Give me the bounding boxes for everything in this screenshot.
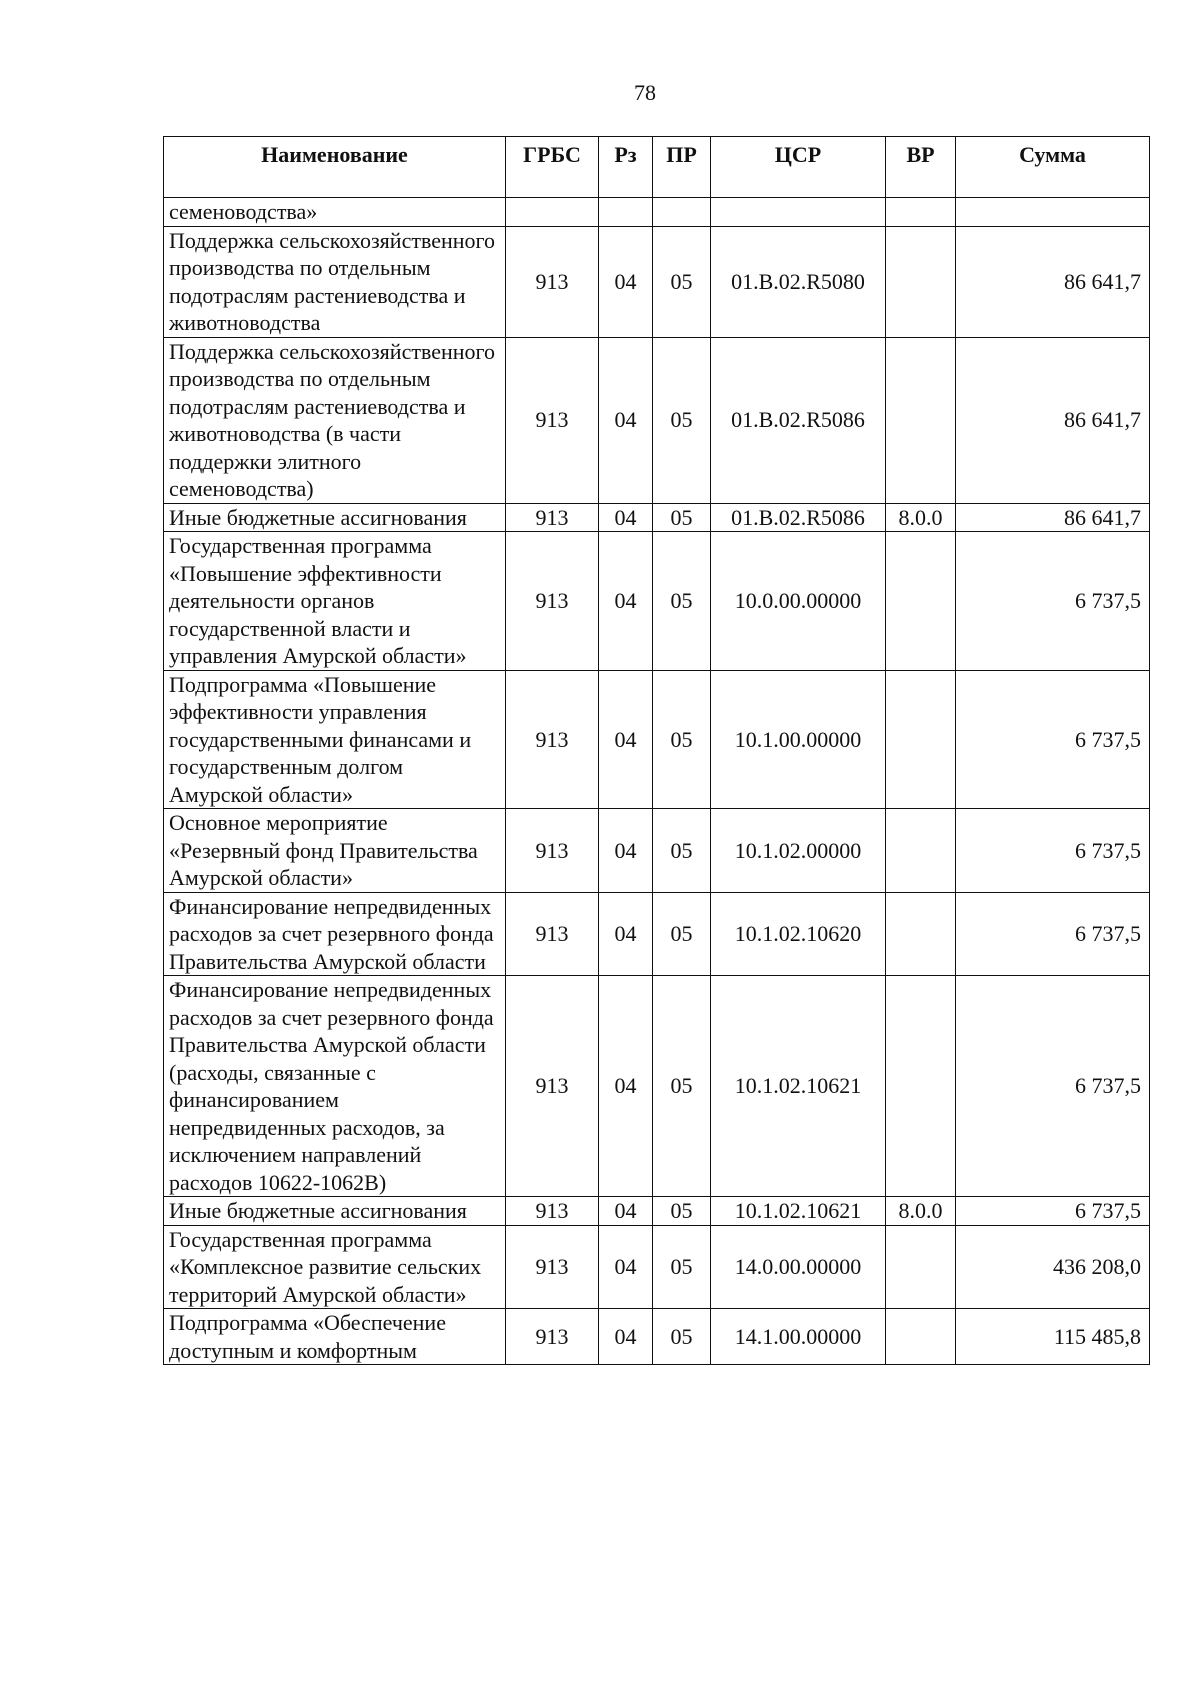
cell-sum: 86 641,7 (956, 503, 1150, 532)
table-row (164, 532, 1150, 671)
cell-rz: 04 (599, 337, 653, 503)
cell-csr: 01.В.02.R5086 (711, 503, 886, 532)
cell-grbs: 913 (506, 892, 599, 976)
cell-vr (886, 532, 956, 671)
cell-grbs: 913 (506, 226, 599, 337)
cell-csr (711, 198, 886, 227)
budget-table (163, 136, 1150, 1365)
cell-pr: 05 (653, 670, 711, 809)
cell-pr: 05 (653, 976, 711, 1197)
cell-name: семеноводства» (164, 198, 506, 227)
cell-csr: 10.1.02.10621 (711, 1197, 886, 1226)
cell-grbs (506, 198, 599, 227)
table-row (164, 198, 1150, 227)
cell-csr: 10.0.00.00000 (711, 532, 886, 671)
cell-rz: 04 (599, 976, 653, 1197)
cell-grbs: 913 (506, 532, 599, 671)
header-rz: Рз (599, 137, 653, 198)
cell-rz (599, 198, 653, 227)
cell-pr: 05 (653, 503, 711, 532)
cell-grbs: 913 (506, 1225, 599, 1309)
cell-rz: 04 (599, 892, 653, 976)
cell-name: Государственная программа «Комплексное развитие сельских территорий Амурской области» (164, 1225, 506, 1309)
cell-csr: 01.В.02.R5086 (711, 337, 886, 503)
cell-name: Государственная программа «Повышение эффективности деятельности органов государственной власти и управления Амурской области» (164, 532, 506, 671)
cell-pr (653, 198, 711, 227)
cell-grbs: 913 (506, 976, 599, 1197)
cell-pr: 05 (653, 1309, 711, 1365)
cell-rz: 04 (599, 809, 653, 893)
cell-name: Финансирование непредвиденных расходов за счет резервного фонда Правительства Амурской области (164, 892, 506, 976)
cell-pr: 05 (653, 809, 711, 893)
cell-csr: 10.1.02.00000 (711, 809, 886, 893)
table-row (164, 503, 1150, 532)
cell-pr: 05 (653, 532, 711, 671)
cell-sum: 6 737,5 (956, 892, 1150, 976)
table-row (164, 337, 1150, 503)
cell-grbs: 913 (506, 809, 599, 893)
cell-name: Подпрограмма «Повышение эффективности управления государственными финансами и государственным долгом Амурской области» (164, 670, 506, 809)
cell-grbs: 913 (506, 503, 599, 532)
cell-rz: 04 (599, 532, 653, 671)
cell-rz: 04 (599, 670, 653, 809)
table-row (164, 809, 1150, 893)
cell-grbs: 913 (506, 337, 599, 503)
header-pr: ПР (653, 137, 711, 198)
cell-pr: 05 (653, 1225, 711, 1309)
cell-grbs: 913 (506, 670, 599, 809)
cell-rz: 04 (599, 1309, 653, 1365)
cell-sum: 6 737,5 (956, 809, 1150, 893)
cell-vr (886, 1309, 956, 1365)
cell-vr (886, 1225, 956, 1309)
header-name: Наименование (164, 137, 506, 198)
cell-sum: 6 737,5 (956, 1197, 1150, 1226)
cell-grbs: 913 (506, 1197, 599, 1226)
table-row (164, 976, 1150, 1197)
cell-rz: 04 (599, 1225, 653, 1309)
header-grbs: ГРБС (506, 137, 599, 198)
cell-name: Основное мероприятие «Резервный фонд Правительства Амурской области» (164, 809, 506, 893)
cell-sum: 6 737,5 (956, 976, 1150, 1197)
cell-pr: 05 (653, 1197, 711, 1226)
cell-csr: 14.0.00.00000 (711, 1225, 886, 1309)
cell-sum: 86 641,7 (956, 226, 1150, 337)
cell-csr: 10.1.02.10621 (711, 976, 886, 1197)
cell-name: Иные бюджетные ассигнования (164, 1197, 506, 1226)
cell-vr (886, 198, 956, 227)
table-row (164, 226, 1150, 337)
cell-name: Подпрограмма «Обеспечение доступным и комфортным (164, 1309, 506, 1365)
cell-sum: 115 485,8 (956, 1309, 1150, 1365)
cell-csr: 14.1.00.00000 (711, 1309, 886, 1365)
cell-vr (886, 670, 956, 809)
cell-vr (886, 976, 956, 1197)
table-row (164, 1197, 1150, 1226)
cell-name: Иные бюджетные ассигнования (164, 503, 506, 532)
page-number: 78 (634, 80, 656, 105)
table-row (164, 670, 1150, 809)
cell-sum (956, 198, 1150, 227)
cell-pr: 05 (653, 337, 711, 503)
cell-sum: 6 737,5 (956, 532, 1150, 671)
cell-csr: 10.1.00.00000 (711, 670, 886, 809)
cell-sum: 436 208,0 (956, 1225, 1150, 1309)
header-vr: ВР (886, 137, 956, 198)
cell-sum: 86 641,7 (956, 337, 1150, 503)
cell-rz: 04 (599, 1197, 653, 1226)
cell-grbs: 913 (506, 1309, 599, 1365)
cell-csr: 01.В.02.R5080 (711, 226, 886, 337)
cell-vr (886, 226, 956, 337)
cell-name: Поддержка сельскохозяйственного производства по отдельным подотраслям растениеводства и животноводства (164, 226, 506, 337)
cell-vr (886, 892, 956, 976)
table-row (164, 1225, 1150, 1309)
header-csr: ЦСР (711, 137, 886, 198)
cell-vr: 8.0.0 (886, 1197, 956, 1226)
cell-csr: 10.1.02.10620 (711, 892, 886, 976)
cell-vr (886, 809, 956, 893)
cell-pr: 05 (653, 226, 711, 337)
cell-vr: 8.0.0 (886, 503, 956, 532)
cell-rz: 04 (599, 226, 653, 337)
cell-name: Поддержка сельскохозяйственного производства по отдельным подотраслям растениеводства и животноводства (в части поддержки элитного семеноводства) (164, 337, 506, 503)
header-sum: Сумма (956, 137, 1150, 198)
cell-pr: 05 (653, 892, 711, 976)
cell-vr (886, 337, 956, 503)
table-row (164, 892, 1150, 976)
cell-name: Финансирование непредвиденных расходов за счет резервного фонда Правительства Амурской области (расходы, связанные с финансированием непредвиденных расходов, за исключением направлений расходов 10622-1062В) (164, 976, 506, 1197)
table-header-row (164, 137, 1150, 198)
cell-rz: 04 (599, 503, 653, 532)
table-row (164, 1309, 1150, 1365)
cell-sum: 6 737,5 (956, 670, 1150, 809)
